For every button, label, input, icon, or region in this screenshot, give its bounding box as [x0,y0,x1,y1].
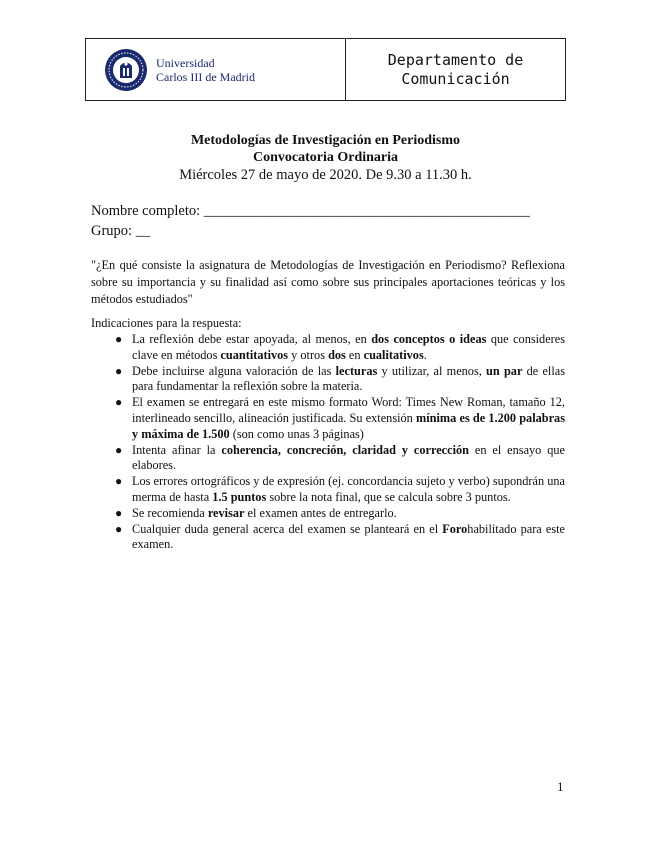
group-field[interactable]: Grupo: __ [91,223,151,239]
header-table [85,38,566,101]
instructions-list [91,332,565,553]
logo-line-1: Universidad [156,55,215,70]
dept-line-1: Departamento de [387,50,524,69]
exam-titles [85,132,566,185]
list-item: ● Debe incluirse alguna valoración de las lecturas y utilizar, al menos, un par de ellas para fundamentar la reflexión sobre la materia. [115,363,566,394]
course-title: Metodologías de Investigación en Periodismo [190,133,461,148]
dept-line-2: Comunicación [401,69,510,88]
instructions-heading: Indicaciones para la respuesta: [91,316,242,330]
page-number: 1 [557,779,564,794]
university-logo-text [156,56,255,84]
bullet-icon: ● [115,363,123,378]
exam-date: Miércoles 27 de mayo de 2020. De 9.30 a 11.30 h. [179,167,472,183]
list-item: ● La reflexión debe estar apoyada, al menos, en dos conceptos o ideas que consideres clave en métodos cuantitativos y otros dos en cualitativos. [115,332,565,362]
logo-line-2: Carlos III de Madrid [156,69,255,84]
department-cell [346,39,565,100]
bullet-icon: ● [115,521,123,536]
list-item: ● Los errores ortográficos y de expresión (ej. concordancia sujeto y verbo) supondrán una merma de hasta 1.5 puntos sobre la nota final, que se calcula sobre 3 puntos. [115,474,565,504]
bullet-icon: ● [115,474,123,489]
list-item: ● Intenta afinar la coherencia, concreción, claridad y corrección en el ensayo que elabores. [115,442,565,473]
logo-cell [86,39,346,100]
name-field[interactable]: Nombre completo: _____________________________________________ [91,203,531,219]
exam-question: "¿En qué consiste la asignatura de Metodologías de Investigación en Periodismo? Reflexiona sobre su importancia y su finalidad así como sobre sus principales aportaciones teóricas y los métodos estudiados" [91,258,565,306]
list-item: ● Se recomienda revisar el examen antes de entregarlo. [115,505,397,520]
bullet-icon: ● [115,505,123,520]
bullet-icon: ● [115,395,123,410]
university-seal-icon [104,48,148,92]
list-item: ● Cualquier duda general acerca del examen se planteará en el Forohabilitado para este examen. [115,521,565,552]
list-item: ● El examen se entregará en este mismo formato Word: Times New Roman, tamaño 12, interlineado sencillo, alineación justificada. Su extensión mínima es de 1.200 palabras y máxima de 1.500 (son como unas 3 páginas) [115,395,565,441]
bullet-icon: ● [115,442,123,457]
call-title: Convocatoria Ordinaria [252,150,399,165]
bullet-icon: ● [115,332,123,346]
